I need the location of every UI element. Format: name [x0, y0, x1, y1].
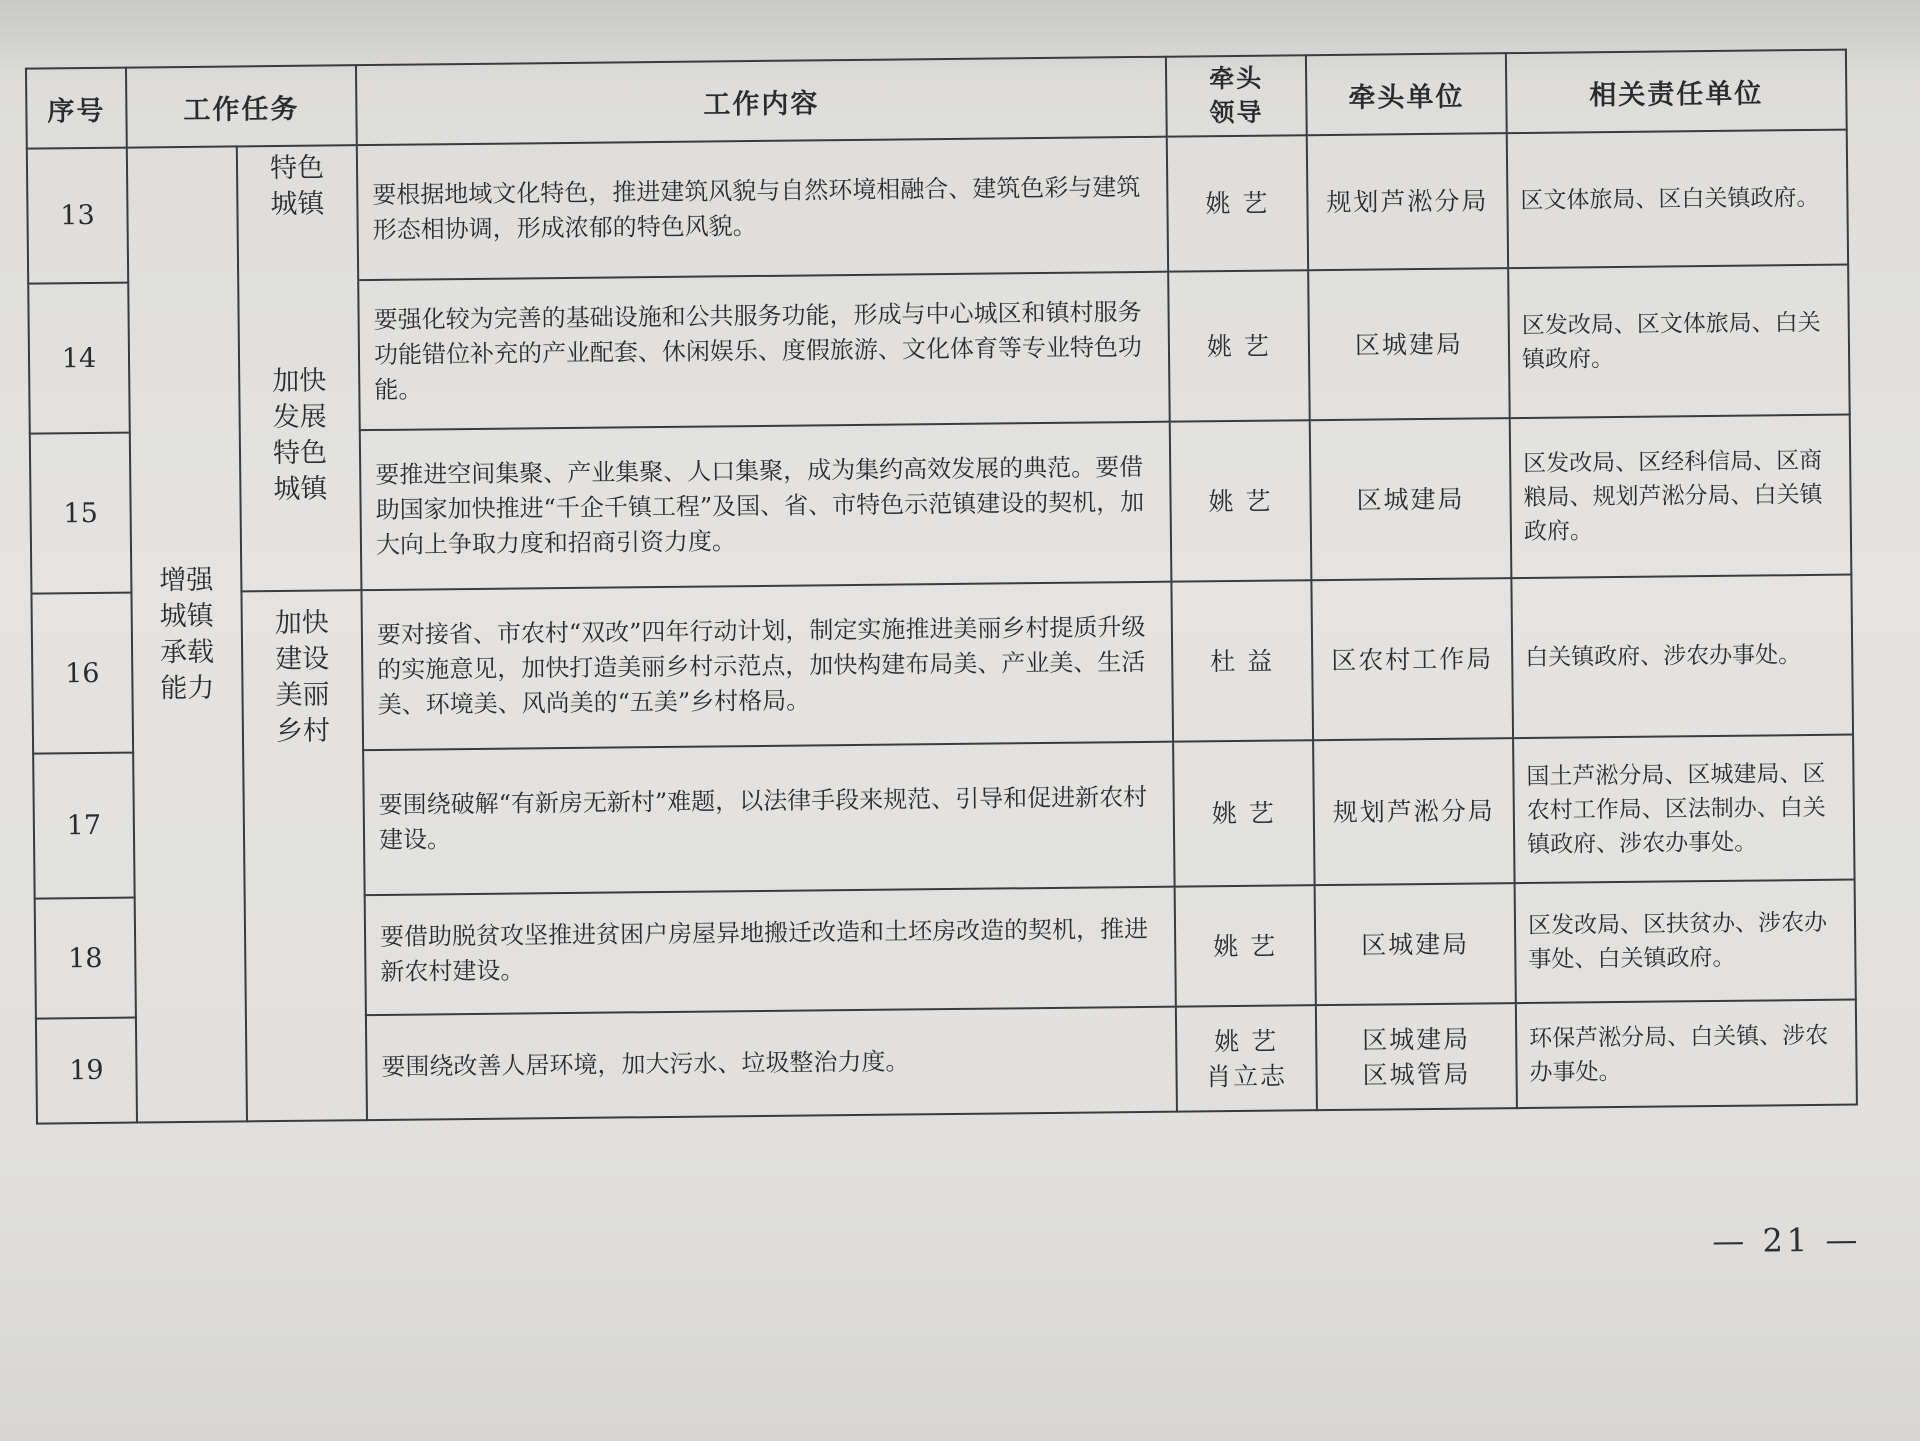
row-leader-1: 姚 艺 [1214, 1026, 1279, 1056]
row-seq: 16 [31, 593, 133, 754]
row-related-units: 国土芦淞分局、区城建局、区农村工作局、区法制办、白关镇政府、涉农办事处。 [1513, 735, 1854, 884]
row-related-units: 区发改局、区文体旅局、白关镇政府。 [1508, 265, 1850, 419]
row-lead-unit: 规划芦淞分局 [1307, 133, 1508, 270]
subtask-cell [237, 145, 358, 281]
task-main-text: 增强城镇承载能力 [159, 564, 215, 704]
row-lead-unit: 区城建局 [1315, 883, 1516, 1005]
row-lead-unit-1: 区城建局 [1362, 1024, 1471, 1055]
table-row [28, 265, 1849, 434]
row-leader [1176, 1005, 1317, 1111]
row-related-units: 区发改局、区经科信局、区商粮局、规划芦淞分局、白关镇政府。 [1510, 415, 1852, 579]
subtask-cell [238, 280, 361, 591]
row-content: 要围绕破解“有新房无新村”难题，以法律手段来规范、引导和促进新农村建设。 [363, 742, 1174, 895]
task-main-cell [127, 146, 247, 1122]
header-lead-unit: 牵头单位 [1306, 53, 1507, 135]
row-lead-unit: 区农村工作局 [1311, 578, 1513, 740]
document-page [3, 30, 1897, 1440]
row-content: 要推进空间集聚、产业集聚、人口集聚，成为集约高效发展的典范。要借助国家加快推进“千企千镇工程”及国、省、市特色示范镇建设的契机，加大向上争取力度和招商引资力度。 [360, 422, 1172, 590]
header-task: 工作任务 [126, 65, 357, 147]
row-leader: 姚 艺 [1170, 420, 1312, 581]
row-seq: 18 [35, 898, 136, 1019]
subtask-text: 加快发展特色城镇 [272, 365, 328, 505]
row-seq: 14 [28, 283, 130, 434]
row-lead-unit: 区城建局 [1308, 268, 1510, 420]
row-content: 要围绕改善人居环境，加大污水、垃圾整治力度。 [366, 1007, 1177, 1120]
header-leader-text: 牵头领导 [1208, 63, 1264, 128]
header-content: 工作内容 [356, 57, 1167, 145]
header-leader [1166, 55, 1307, 136]
row-content: 要借助脱贫攻坚推进贫困户房屋异地搬迁改造和土坯房改造的契机，推进新农村建设。 [365, 887, 1176, 1015]
row-lead-unit: 规划芦淞分局 [1313, 738, 1515, 885]
row-content: 要强化较为完善的基础设施和公共服务功能，形成与中心城区和镇村服务功能错位补充的产业配套、休闲娱乐、度假旅游、文化体育等专业特色功能。 [358, 272, 1170, 430]
work-plan-table [25, 49, 1858, 1125]
row-lead-unit [1316, 1003, 1517, 1110]
header-seq: 序号 [26, 68, 127, 149]
row-seq: 13 [27, 148, 128, 284]
row-related-units: 环保芦淞分局、白关镇、涉农办事处。 [1516, 1000, 1857, 1109]
row-related-units: 区发改局、区扶贫办、涉农办事处、白关镇政府。 [1515, 880, 1856, 1004]
page-number: — 21 — [1712, 1220, 1862, 1261]
row-leader: 姚 艺 [1167, 135, 1308, 271]
row-lead-unit-2: 区城管局 [1362, 1059, 1471, 1090]
table-row [27, 130, 1848, 284]
row-seq: 19 [36, 1018, 137, 1124]
table-row [31, 575, 1853, 754]
row-seq: 15 [30, 433, 132, 594]
row-related-units: 区文体旅局、区白关镇政府。 [1507, 130, 1848, 269]
row-leader: 姚 艺 [1168, 270, 1310, 421]
row-content: 要对接省、市农村“双改”四年行动计划，制定实施推进美丽乡村提质升级的实施意见，加快打造美丽乡村示范点，加快构建布局美、产业美、生活美、环境美、风尚美的“五美”乡村格局。 [361, 582, 1173, 750]
subtask-text: 特色城镇 [269, 152, 325, 221]
row-leader: 姚 艺 [1175, 885, 1316, 1006]
row-leader: 姚 艺 [1173, 740, 1315, 886]
header-related-units: 相关责任单位 [1506, 50, 1847, 134]
subtask-text: 加快建设美丽乡村 [274, 607, 331, 748]
row-leader: 杜 益 [1171, 580, 1313, 741]
row-content: 要根据地域文化特色，推进建筑风貌与自然环境相融合、建筑色彩与建筑形态相协调，形成浓郁的特色风貌。 [357, 137, 1168, 280]
row-related-units: 白关镇政府、涉农办事处。 [1511, 575, 1853, 739]
subtask-cell [241, 590, 367, 1121]
row-leader-2: 肖立志 [1205, 1060, 1288, 1091]
row-seq: 17 [33, 753, 135, 899]
row-lead-unit: 区城建局 [1310, 418, 1512, 580]
